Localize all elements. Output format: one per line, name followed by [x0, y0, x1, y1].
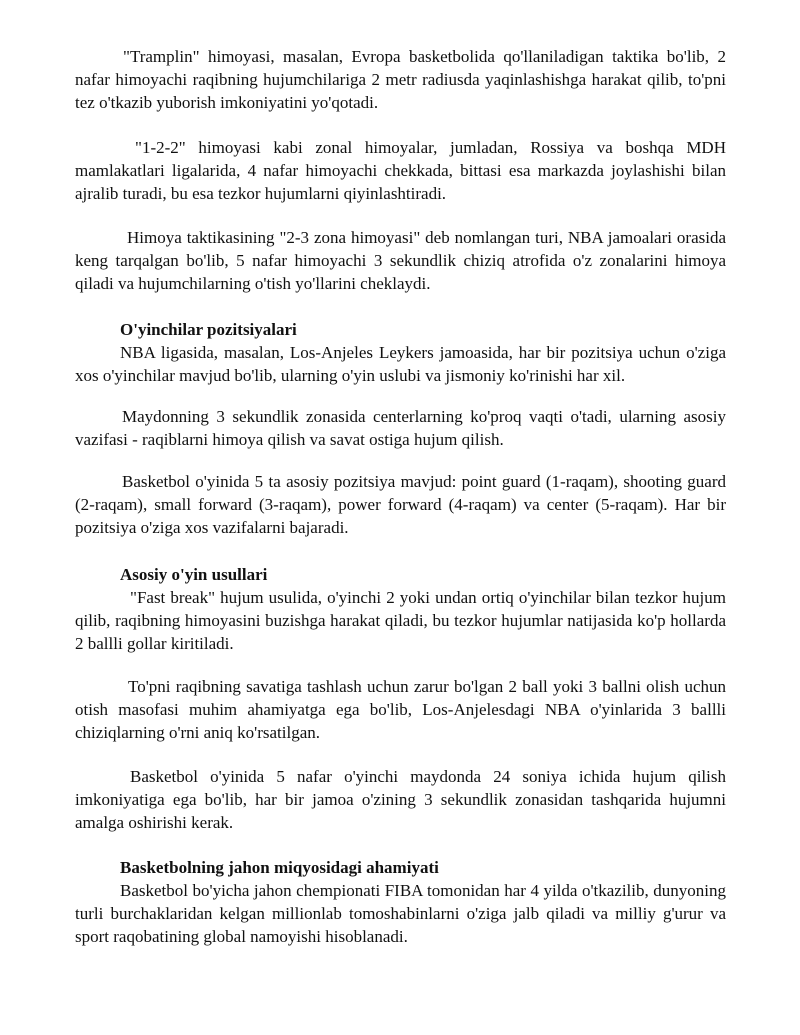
paragraph-fast-break: "Fast break" hujum usulida, o'yinchi 2 yoki undan ortiq o'yinchilar bilan tezkor hujum qilib, raqibning himoyasini buzishga harakat qiladi, bu tezkor hujumlar natijasida ko'p hollarda 2 ballli gollar kiritiladi. — [75, 588, 726, 653]
paragraph-fiba-world-cup: Basketbol bo'yicha jahon chempionati FIBA tomonidan har 4 yilda o'tkazilib, dunyoning turli burchaklaridan kelgan millionlab tomoshabinlarni o'ziga jalb qiladi va milliy g'urur va sport raqobatining global namoyishi hisoblanadi. — [75, 881, 726, 946]
paragraph-24-second-attack: Basketbol o'yinida 5 nafar o'yinchi maydonda 24 soniya ichida hujum qilish imkoniyatiga ega bo'lib, har bir jamoa o'zining 3 sekundlik zonasidan tashqarida hujumni amalga oshirishi kerak. — [75, 767, 726, 832]
heading-game-methods: Asosiy o'yin usullari — [120, 565, 268, 584]
paragraph-lakers-positions: NBA ligasida, masalan, Los-Anjeles Leykers jamoasida, har bir pozitsiya uchun o'ziga xos o'yinchilar mavjud bo'lib, ularning o'yin uslubi va jismoniy ko'rinishi har xil. — [75, 343, 726, 385]
paragraph-2-3-zone-defense: Himoya taktikasining "2-3 zona himoyasi" deb nomlangan turi, NBA jamoalari orasida keng tarqalgan bo'lib, 5 nafar himoyachi 3 sekundlik chiziq atrofida o'z zonalarini himoya qiladi va hujumchilarning o'tish yo'llarini cheklaydi. — [75, 228, 726, 293]
paragraph-shooting-distance: To'pni raqibning savatiga tashlash uchun zarur bo'lgan 2 ball yoki 3 ballni olish uchun otish masofasi muhim ahamiyatga ega bo'lib, Los-Anjelesdagi NBA o'yinlarida 3 ballli chiziqlarning o'rni aniq ko'rsatilgan. — [75, 677, 726, 742]
paragraph-tramplin-defense: "Tramplin" himoyasi, masalan, Evropa basketbolida qo'llaniladigan taktika bo'lib, 2 nafar himoyachi raqibning hujumchilariga 2 metr radiusda yaqinlashishga harakat qilib, to'pni tez o'tkazib yuborish imkoniyatini yo'qotadi. — [75, 47, 726, 112]
paragraph-zonal-defense: "1-2-2" himoyasi kabi zonal himoyalar, jumladan, Rossiya va boshqa MDH mamlakatlari ligalarida, 4 nafar himoyachi chekkada, bittasi esa markazda joylashishi bilan ajralib turadi, bu esa tezkor hujumlarni qiyinlashtiradi. — [75, 138, 726, 203]
heading-global-significance: Basketbolning jahon miqyosidagi ahamiyati — [120, 858, 439, 877]
heading-player-positions: O'yinchilar pozitsiyalari — [120, 320, 297, 339]
paragraph-five-positions: Basketbol o'yinida 5 ta asosiy pozitsiya mavjud: point guard (1-raqam), shooting guard (2-raqam), small forward (3-raqam), power forward (4-raqam) va center (5-raqam). Har bir pozitsiya o'ziga xos vazifalarni bajaradi. — [75, 472, 726, 537]
paragraph-three-second-zone: Maydonning 3 sekundlik zonasida centerlarning ko'proq vaqti o'tadi, ularning asosiy vazifasi - raqiblarni himoya qilish va savat ostiga hujum qilish. — [75, 407, 726, 449]
